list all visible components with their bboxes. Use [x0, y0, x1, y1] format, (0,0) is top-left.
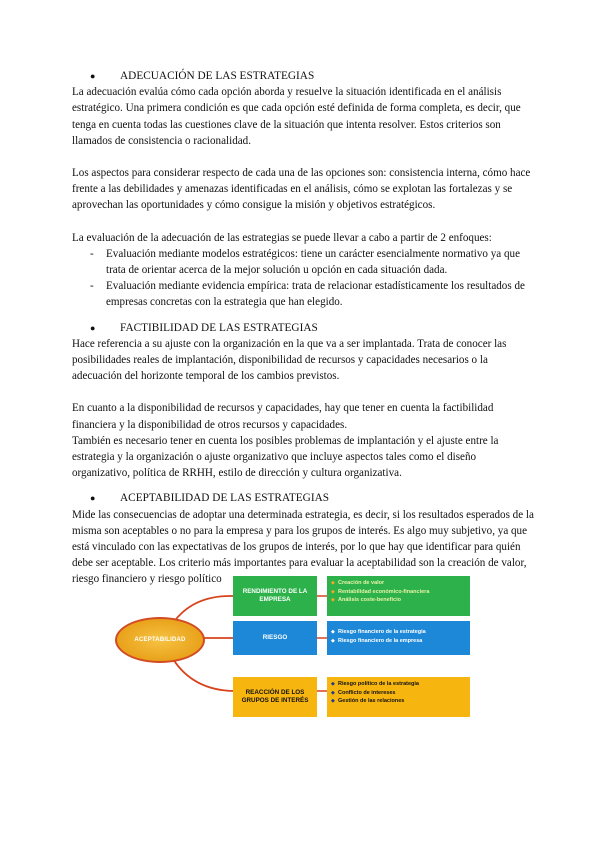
list-item: ◆ Gestión de las relaciones	[331, 697, 466, 706]
bullet-icon: ●	[90, 71, 96, 81]
heading-text: ACEPTABILIDAD DE LAS ESTRATEGIAS	[120, 492, 330, 505]
section-heading-adecuacion	[72, 68, 534, 84]
list-item: - Evaluación mediante modelos estratégicos: tiene un carácter esencialmente normativo ya que trata de orientar acerca de la mejor solución u opción en cada situación dada.	[90, 247, 520, 277]
paragraph: Los aspectos para considerar respecto de cada una de las opciones son: consistencia interna, cómo hace frente a las debilidades y amenazas identificadas en el análisis, cómo se explotan las fortalezas y se aprovechan las oportunidades y cómo consigue la misión y objetivos estratégicos.	[72, 167, 531, 212]
heading-text: FACTIBILIDAD DE LAS ESTRATEGIAS	[120, 321, 318, 334]
section-heading-factibilidad	[72, 320, 534, 336]
paragraph: La adecuación evalúa cómo cada opción aborda y resuelve la situación identificada en el análisis estratégico. Una primera condición es que cada opción esté definida de forma completa, es decir, que tenga en cuenta todas las cuestiones clave de la situación que intenta resolver. Estos criterios son llamados de consistencia o racionalidad.	[72, 86, 521, 147]
dash-icon: -	[90, 247, 94, 260]
paragraph: En cuanto a la disponibilidad de recursos y capacidades, hay que tener en cuenta la factibilidad financiera y la disponibilidad de otros recursos y capacidades.	[72, 402, 494, 431]
section-heading-aceptabilidad	[72, 490, 534, 506]
paragraph: La evaluación de la adecuación de las estrategias se puede llevar a cabo a partir de 2 enfoques:	[72, 231, 492, 244]
branch-items-rendimiento	[327, 576, 470, 616]
paragraph: Hace referencia a su ajuste con la organización en la que va a ser implantada. Trata de conocer las posibilidades reales de implantación, disponibilidad de recursos y capacidades necesarios o la adecuación del horizonte temporal de los cambios previstos.	[72, 337, 507, 383]
list-item: ◆ Creación de valor	[331, 579, 466, 588]
list-item: ◆ Conflicto de intereses	[331, 689, 466, 698]
list-item: - Evaluación mediante evidencia empírica: trata de relacionar estadísticamente los resultados de empresas concretas con la estrategia que han elegido.	[90, 280, 525, 309]
branch-label-rendimiento: RENDIMIENTO DE LA EMPRESA	[233, 576, 317, 616]
branch-label-reaccion: REACCIÓN DE LOS GRUPOS DE INTERÉS	[233, 677, 317, 717]
list-item: ◆ Análisis coste-beneficio	[331, 596, 466, 605]
branch-items-riesgo	[327, 621, 470, 655]
paragraph: Mide las consecuencias de adoptar una determinada estrategia, es decir, si los resultados esperados de la misma son aceptables o no para la empresa y para los grupos de interés. Es algo muy subjetivo, ya que está vinculado con las expectativas de los grupos de interés, por lo que hay que identificar para quién debe ser aceptable. Los criterio más importantes para evaluar la aceptabilidad son la creación de valor, riesgo financiero y riesgo político	[72, 508, 534, 586]
branch-items-reaccion	[327, 677, 470, 717]
bullet-icon: ●	[90, 322, 96, 333]
center-node: ACEPTABILIDAD	[115, 617, 205, 663]
document-body	[72, 68, 534, 588]
aceptabilidad-diagram	[113, 573, 470, 723]
paragraph: También es necesario tener en cuenta los posibles problemas de implantación y el ajuste entre la estrategia y la organización o ajuste organizativo que incluye aspectos tales como el diseño organizativo, política de RRHH, estilo de dirección y cultura organizativa.	[72, 434, 499, 480]
list-item: ◆ Rentabilidad económico-financiera	[331, 588, 466, 597]
list-item: ◆ Riesgo financiero de la empresa	[331, 637, 466, 646]
list-item: ◆ Riesgo político de la estrategia	[331, 680, 466, 689]
branch-label-riesgo: RIESGO	[233, 621, 317, 655]
dash-icon: -	[90, 280, 94, 293]
heading-text: ADECUACIÓN DE LAS ESTRATEGIAS	[120, 70, 315, 82]
bullet-icon: ●	[90, 493, 96, 504]
list-item: ◆ Riesgo financiero de la estrategia	[331, 628, 466, 637]
